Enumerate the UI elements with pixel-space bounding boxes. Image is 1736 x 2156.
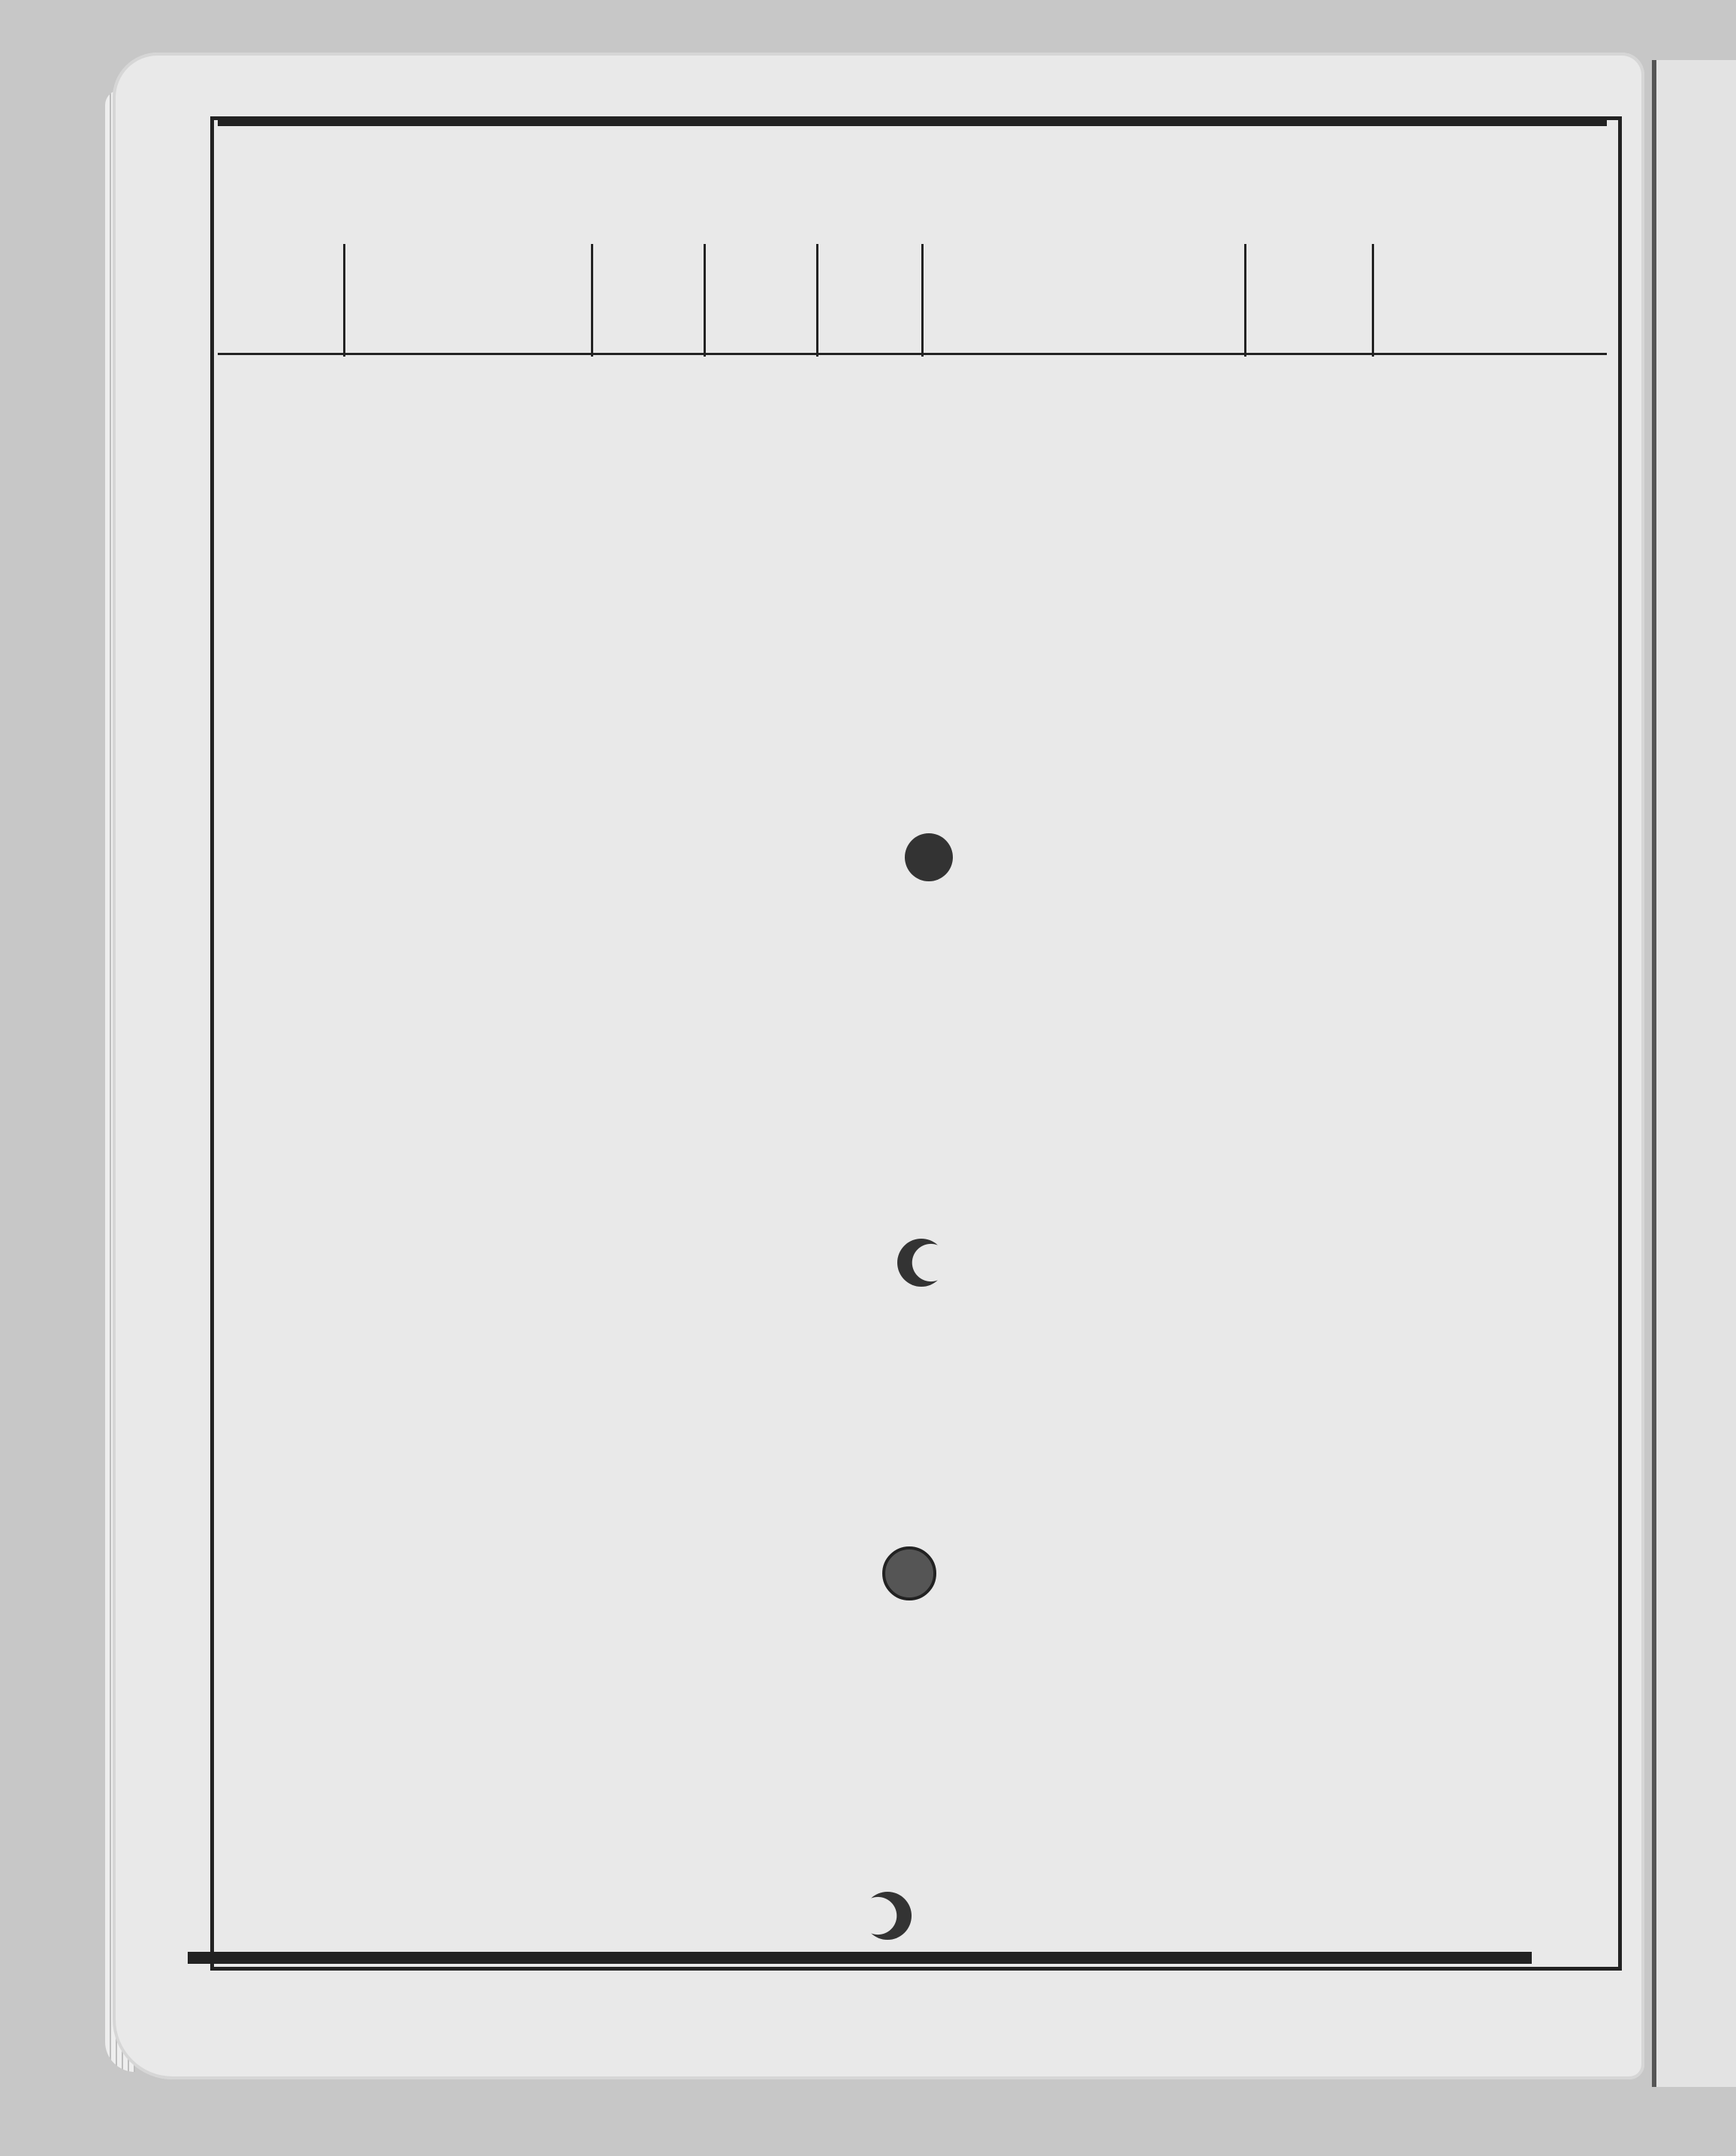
top-rule <box>218 120 1607 126</box>
full-moon-icon <box>905 833 953 881</box>
page-title <box>218 131 1607 236</box>
last-quarter-icon <box>897 1239 945 1287</box>
first-row <box>218 338 1607 378</box>
bottom-rule <box>188 1952 1532 1964</box>
table-frame <box>210 116 1622 1971</box>
new-moon-icon <box>882 1546 936 1600</box>
facing-page <box>1652 60 1736 2087</box>
first-quarter-icon <box>863 1892 912 1940</box>
